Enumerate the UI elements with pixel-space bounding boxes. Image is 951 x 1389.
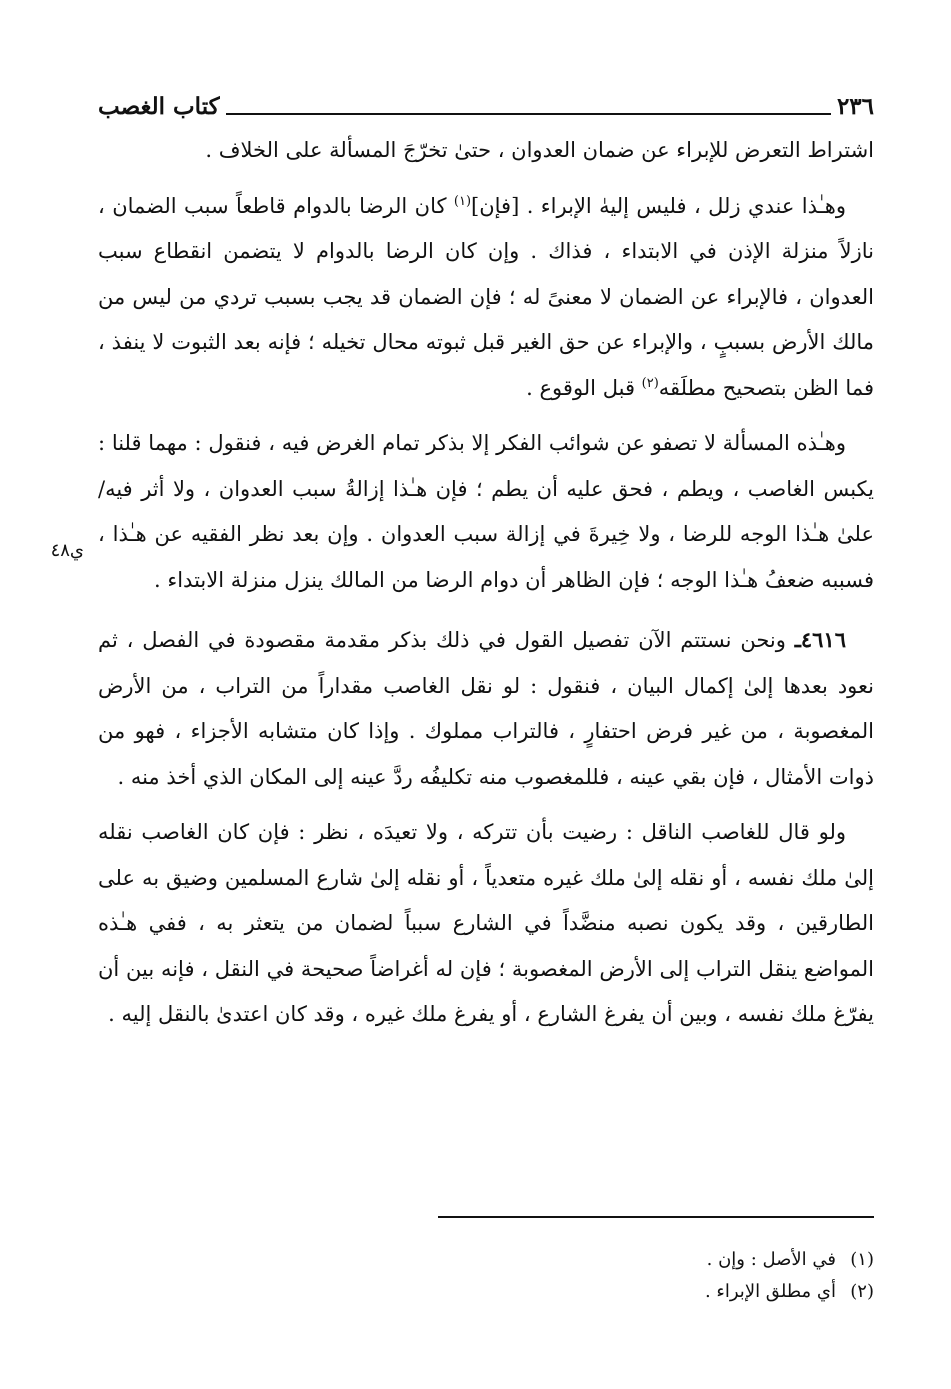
paragraph-text: ونحن نستتم الآن تفصيل القول في ذلك بذكر مقدمة مقصودة في الفصل ، ثم نعود بعدها إلىٰ إكمال البيان ، فنقول : لو نقل الغاصب مقداراً من التراب ، من الأرض المغصوبة ، من غير فرض احتفارٍ ، فالتراب مملوك . وإذا كان متشابه الأجزاء ، فهو من ذوات الأمثال ، فإن بقي عينه ، فللمغصوب منه تكليفُه ردَّ عينه إلى المكان الذي أخذ منه . (98, 628, 874, 789)
footnote-number: (٢) (850, 1281, 874, 1302)
paragraph-text: وهـٰذه المسألة لا تصفو عن شوائب الفكر إلا بذكر تمام الغرض فيه ، فنقول : مهما قلنا : يكبس الغاصب ، ويطم ، فحق عليه أن يطم ؛ فإن هـٰذا إزالةُ سبب العدوان ، ولا أثر فيه/ علىٰ هـٰذا الوجه للرضا ، ولا خِيرةَ في إزالة سبب العدوان . وإن بعد نظر الفقيه عن هـٰذا ، فسببه ضعفُ هـٰذا الوجه ؛ فإن الظاهر أن دوام الرضا من المالك ينزل منزلة الابتداء . (98, 431, 874, 592)
footnote-rule (438, 1216, 874, 1218)
footnote-ref: (١) (453, 193, 472, 209)
header-rule (226, 113, 831, 115)
footnotes (438, 1244, 874, 1308)
margin-note: ي٤٨ (50, 540, 84, 561)
footnote (438, 1244, 874, 1276)
page-number: ٢٣٦ (836, 93, 874, 120)
footnote (438, 1276, 874, 1308)
footnote-ref: (٢) (641, 375, 659, 391)
paragraph-continuation (98, 128, 874, 174)
paragraph-text: كان الرضا بالدوام قاطعاً سبب الضمان ، نازلاً منزلة الإذن في الابتداء ، فذاك . وإن كان الرضا بالدوام لا يتضمن انقطاع سبب العدوان ، فالإبراء عن الضمان لا معنىً له ؛ فإن الضمان قد يجب بسبب تردي من ليس من مالك الأرض بسببٍ ، والإبراء عن حق الغير قبل ثبوته محال تخيله ؛ فإنه بعد الثبوت لا ينفذ ، فما الظن بتصحيح مطلَقه (98, 193, 874, 400)
paragraph-text: ولو قال للغاصب الناقل : رضيت بأن تتركه ، ولا تعيدَه ، نظر : فإن كان الغاصب نقله إلىٰ ملك نفسه ، أو نقله إلىٰ ملك غيره متعدياً ، أو نقله إلىٰ شارع المسلمين وضيق به على الطارقين ، وقد يكون نصبه منضَّداً في الشارع سبباً لضمان من يتعثر به ، ففي هـٰذه المواضع ينقل التراب إلى الأرض المغصوبة ؛ فإن له أغراضاً صحيحة في النقل ، فإنه بين أن يفرّغ ملك نفسه ، وبين أن يفرغ الشارع ، أو يفرغ ملك غيره ، وقد كان اعتدىٰ بالنقل إليه . (98, 820, 874, 1026)
page-header (98, 84, 874, 118)
footnote-number: (١) (850, 1249, 874, 1270)
book-title: كتاب الغصب (98, 93, 220, 120)
paragraph (98, 184, 874, 412)
paragraph-number: ٤٦١٦ـ (794, 627, 846, 652)
paragraph-text: قبل الوقوع . (526, 375, 642, 400)
body-text (98, 128, 874, 1048)
footnote-text: أي مطلق الإبراء . (704, 1281, 836, 1302)
footnote-text: في الأصل : وإن . (706, 1249, 836, 1270)
paragraph-text: اشتراط التعرض للإبراء عن ضمان العدوان ، حتىٰ تخرّجَ المسألة على الخلاف . (205, 138, 874, 162)
paragraph (98, 421, 874, 603)
numbered-paragraph (98, 617, 874, 800)
paragraph-text: وهـٰذا عندي زلل ، فليس إليهٰ الإبراء . [فإن] (471, 193, 846, 218)
paragraph (98, 810, 874, 1038)
